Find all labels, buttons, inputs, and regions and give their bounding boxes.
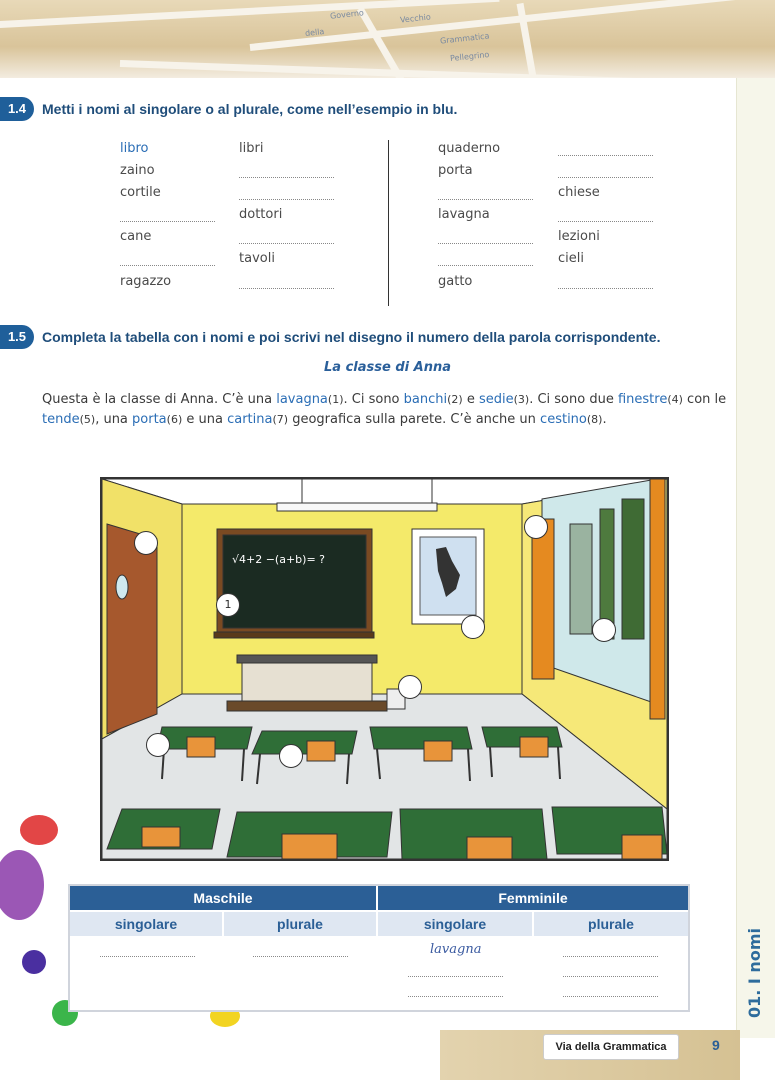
keyword-finestre: finestre bbox=[617, 392, 668, 407]
map-label: Vecchio bbox=[399, 12, 432, 25]
answer-blank[interactable] bbox=[239, 276, 334, 289]
table-example-answer: lavagna bbox=[430, 942, 482, 957]
answer-blank[interactable] bbox=[120, 209, 215, 222]
map-label: della bbox=[304, 27, 325, 38]
story-text: geografica sulla parete. C’è anche un bbox=[288, 412, 541, 427]
keyword-number: (2) bbox=[447, 393, 463, 406]
singular-word: zaino bbox=[120, 163, 155, 178]
label-circle[interactable] bbox=[592, 618, 616, 642]
table-column-header: plurale bbox=[534, 912, 688, 936]
singular-word: cane bbox=[120, 229, 152, 244]
map-label: Grammatica bbox=[439, 31, 490, 46]
singular-word: ragazzo bbox=[120, 274, 172, 289]
answer-blank[interactable] bbox=[438, 231, 533, 244]
keyword-banchi: banchi bbox=[403, 392, 448, 407]
table-column-header: plurale bbox=[224, 912, 376, 936]
label-circle[interactable] bbox=[146, 733, 170, 757]
table-answer-blank[interactable] bbox=[563, 946, 658, 957]
paint-splash-decoration bbox=[22, 950, 46, 974]
keyword-porta: porta bbox=[132, 412, 167, 427]
story-text: Questa è la classe di Anna. C’è una bbox=[42, 392, 277, 407]
exercise-instruction: Metti i nomi al singolare o al plurale, come nell’esempio in blu. bbox=[42, 101, 458, 117]
plural-word: lezioni bbox=[558, 229, 600, 244]
label-circle-filled[interactable]: 1 bbox=[216, 593, 240, 617]
story-text: e una bbox=[182, 412, 228, 427]
blackboard-formula: √4+2 −(a+b)= ? bbox=[232, 553, 326, 566]
singular-word: porta bbox=[438, 163, 473, 178]
label-circle[interactable] bbox=[398, 675, 422, 699]
side-strip bbox=[736, 78, 775, 1038]
column-divider bbox=[388, 140, 389, 306]
classroom-drawing bbox=[102, 479, 667, 859]
singular-word: lavagna bbox=[438, 207, 490, 222]
singular-word: quaderno bbox=[438, 141, 501, 156]
story-text: . Ci sono bbox=[343, 392, 404, 407]
answer-blank[interactable] bbox=[558, 276, 653, 289]
page-number: 9 bbox=[712, 1037, 720, 1053]
exercise-number-badge: 1.4 bbox=[0, 97, 34, 121]
table-answer-blank[interactable] bbox=[100, 946, 195, 957]
label-circle[interactable] bbox=[461, 615, 485, 639]
keyword-number: (4) bbox=[667, 393, 683, 406]
story-text: , una bbox=[95, 412, 133, 427]
table-answer-blank[interactable] bbox=[253, 946, 348, 957]
keyword-number: (3) bbox=[513, 393, 530, 406]
map-label: Governo bbox=[329, 8, 365, 21]
story-paragraph bbox=[42, 390, 732, 430]
keyword-number: (5) bbox=[79, 413, 96, 426]
label-circle[interactable] bbox=[134, 531, 158, 555]
answer-blank[interactable] bbox=[438, 187, 533, 200]
table-group-header: Femminile bbox=[378, 886, 688, 910]
table-answer-blank[interactable] bbox=[408, 986, 503, 997]
plural-word: dottori bbox=[239, 207, 283, 222]
keyword-number: (8) bbox=[586, 413, 603, 426]
keyword-number: (1) bbox=[327, 393, 344, 406]
answer-blank[interactable] bbox=[239, 231, 334, 244]
book-title: Via della Grammatica bbox=[543, 1034, 679, 1060]
plural-word: cieli bbox=[558, 251, 584, 266]
answer-blank[interactable] bbox=[239, 165, 334, 178]
keyword-number: (7) bbox=[272, 413, 289, 426]
table-answer-blank[interactable] bbox=[563, 966, 658, 977]
noun-table bbox=[68, 884, 690, 1012]
table-column-header: singolare bbox=[378, 912, 532, 936]
plural-word: libri bbox=[239, 141, 264, 156]
keyword-cartina: cartina bbox=[227, 412, 273, 427]
keyword-tende: tende bbox=[42, 412, 80, 427]
story-text: con le bbox=[682, 392, 727, 407]
answer-blank[interactable] bbox=[558, 165, 653, 178]
label-circle[interactable] bbox=[524, 515, 548, 539]
keyword-lavagna: lavagna bbox=[276, 392, 328, 407]
paint-splash-decoration bbox=[20, 815, 58, 845]
exercise-instruction: Completa la tabella con i nomi e poi scrivi nel disegno il numero della parola corrispondente. bbox=[42, 329, 661, 345]
header-map-decoration bbox=[0, 0, 775, 78]
table-answer-blank[interactable] bbox=[408, 966, 503, 977]
plural-word: chiese bbox=[558, 185, 600, 200]
chapter-label bbox=[745, 930, 769, 1020]
story-text: . bbox=[602, 412, 607, 427]
answer-blank[interactable] bbox=[120, 253, 215, 266]
exercise-number-badge: 1.5 bbox=[0, 325, 34, 349]
table-group-header: Maschile bbox=[70, 886, 376, 910]
answer-blank[interactable] bbox=[558, 143, 653, 156]
table-column-header: singolare bbox=[70, 912, 222, 936]
singular-word: libro bbox=[120, 141, 149, 156]
answer-blank[interactable] bbox=[558, 209, 653, 222]
story-text: e bbox=[462, 392, 479, 407]
label-circle[interactable] bbox=[279, 744, 303, 768]
answer-blank[interactable] bbox=[438, 253, 533, 266]
paint-splash-decoration bbox=[0, 850, 44, 920]
singular-word: cortile bbox=[120, 185, 161, 200]
classroom-illustration bbox=[100, 477, 669, 861]
singular-word: gatto bbox=[438, 274, 473, 289]
story-text: . Ci sono due bbox=[529, 392, 618, 407]
keyword-number: (6) bbox=[166, 413, 183, 426]
table-answer-blank[interactable] bbox=[563, 986, 658, 997]
map-label: Pellegrino bbox=[449, 49, 490, 64]
story-title: La classe di Anna bbox=[324, 360, 451, 375]
chapter-label-text: 01. I nomi bbox=[745, 928, 764, 1018]
keyword-sedie: sedie bbox=[478, 392, 514, 407]
keyword-cestino: cestino bbox=[540, 412, 587, 427]
plural-word: tavoli bbox=[239, 251, 275, 266]
answer-blank[interactable] bbox=[239, 187, 334, 200]
